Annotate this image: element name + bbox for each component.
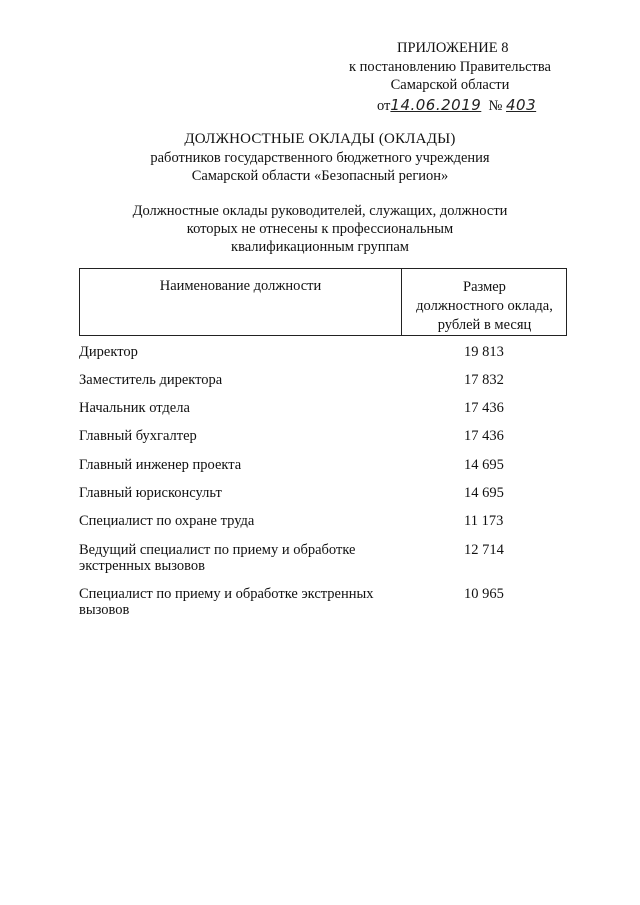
position-name: Главный инженер проекта [79,457,242,473]
position-name: Главный юрисконсульт [79,485,222,501]
column-header-salary [402,278,567,335]
appendix-line-1: к постановлению Правительства [349,59,551,75]
date-prefix: от [377,98,391,114]
title-subline-2: Самарской области «Безопасный регион» [191,168,449,184]
appendix-number: ПРИЛОЖЕНИЕ 8 [397,40,509,56]
handwritten-number: 403 [506,96,537,114]
position-name: Заместитель директора [79,372,223,388]
position-name: Начальник отдела [79,400,190,416]
column-header-salary-line-3: рублей в месяц [437,317,532,333]
number-prefix: № [488,98,503,114]
title-subline-1: работников государственного бюджетного учреждения [150,150,490,166]
column-header-salary-line-2: должностного оклада, [416,298,553,314]
column-header-salary-line-1: Размер [463,279,506,295]
salary-value: 14 695 [464,457,504,473]
resolution-date-number [377,96,536,115]
salary-value: 14 695 [464,485,504,501]
category-line-2: которых не отнесены к профессиональным [186,221,454,237]
position-name: Ведущий специалист по приему и обработке экстренных вызовов [79,542,356,574]
category-line-1: Должностные оклады руководителей, служащих, должности [132,203,508,219]
column-header-position: Наименование должности [159,278,322,294]
position-name: Специалист по охране труда [79,513,255,529]
document-title: ДОЛЖНОСТНЫЕ ОКЛАДЫ (ОКЛАДЫ) [184,131,456,147]
salary-value: 17 436 [464,428,504,444]
position-name: Специалист по приему и обработке экстренных вызовов [79,586,374,618]
salary-value: 17 832 [464,372,504,388]
salary-value: 11 173 [464,513,504,529]
salary-value: 12 714 [464,542,504,558]
handwritten-date: 14.06.2019 [390,96,482,114]
table-header [79,268,567,336]
category-line-3: квалификационным группам [231,239,409,255]
position-name: Главный бухгалтер [79,428,197,444]
position-name: Директор [79,344,138,360]
salary-value: 10 965 [464,586,504,602]
salary-value: 19 813 [464,344,504,360]
salary-value: 17 436 [464,400,504,416]
appendix-line-2: Самарской области [390,77,510,93]
